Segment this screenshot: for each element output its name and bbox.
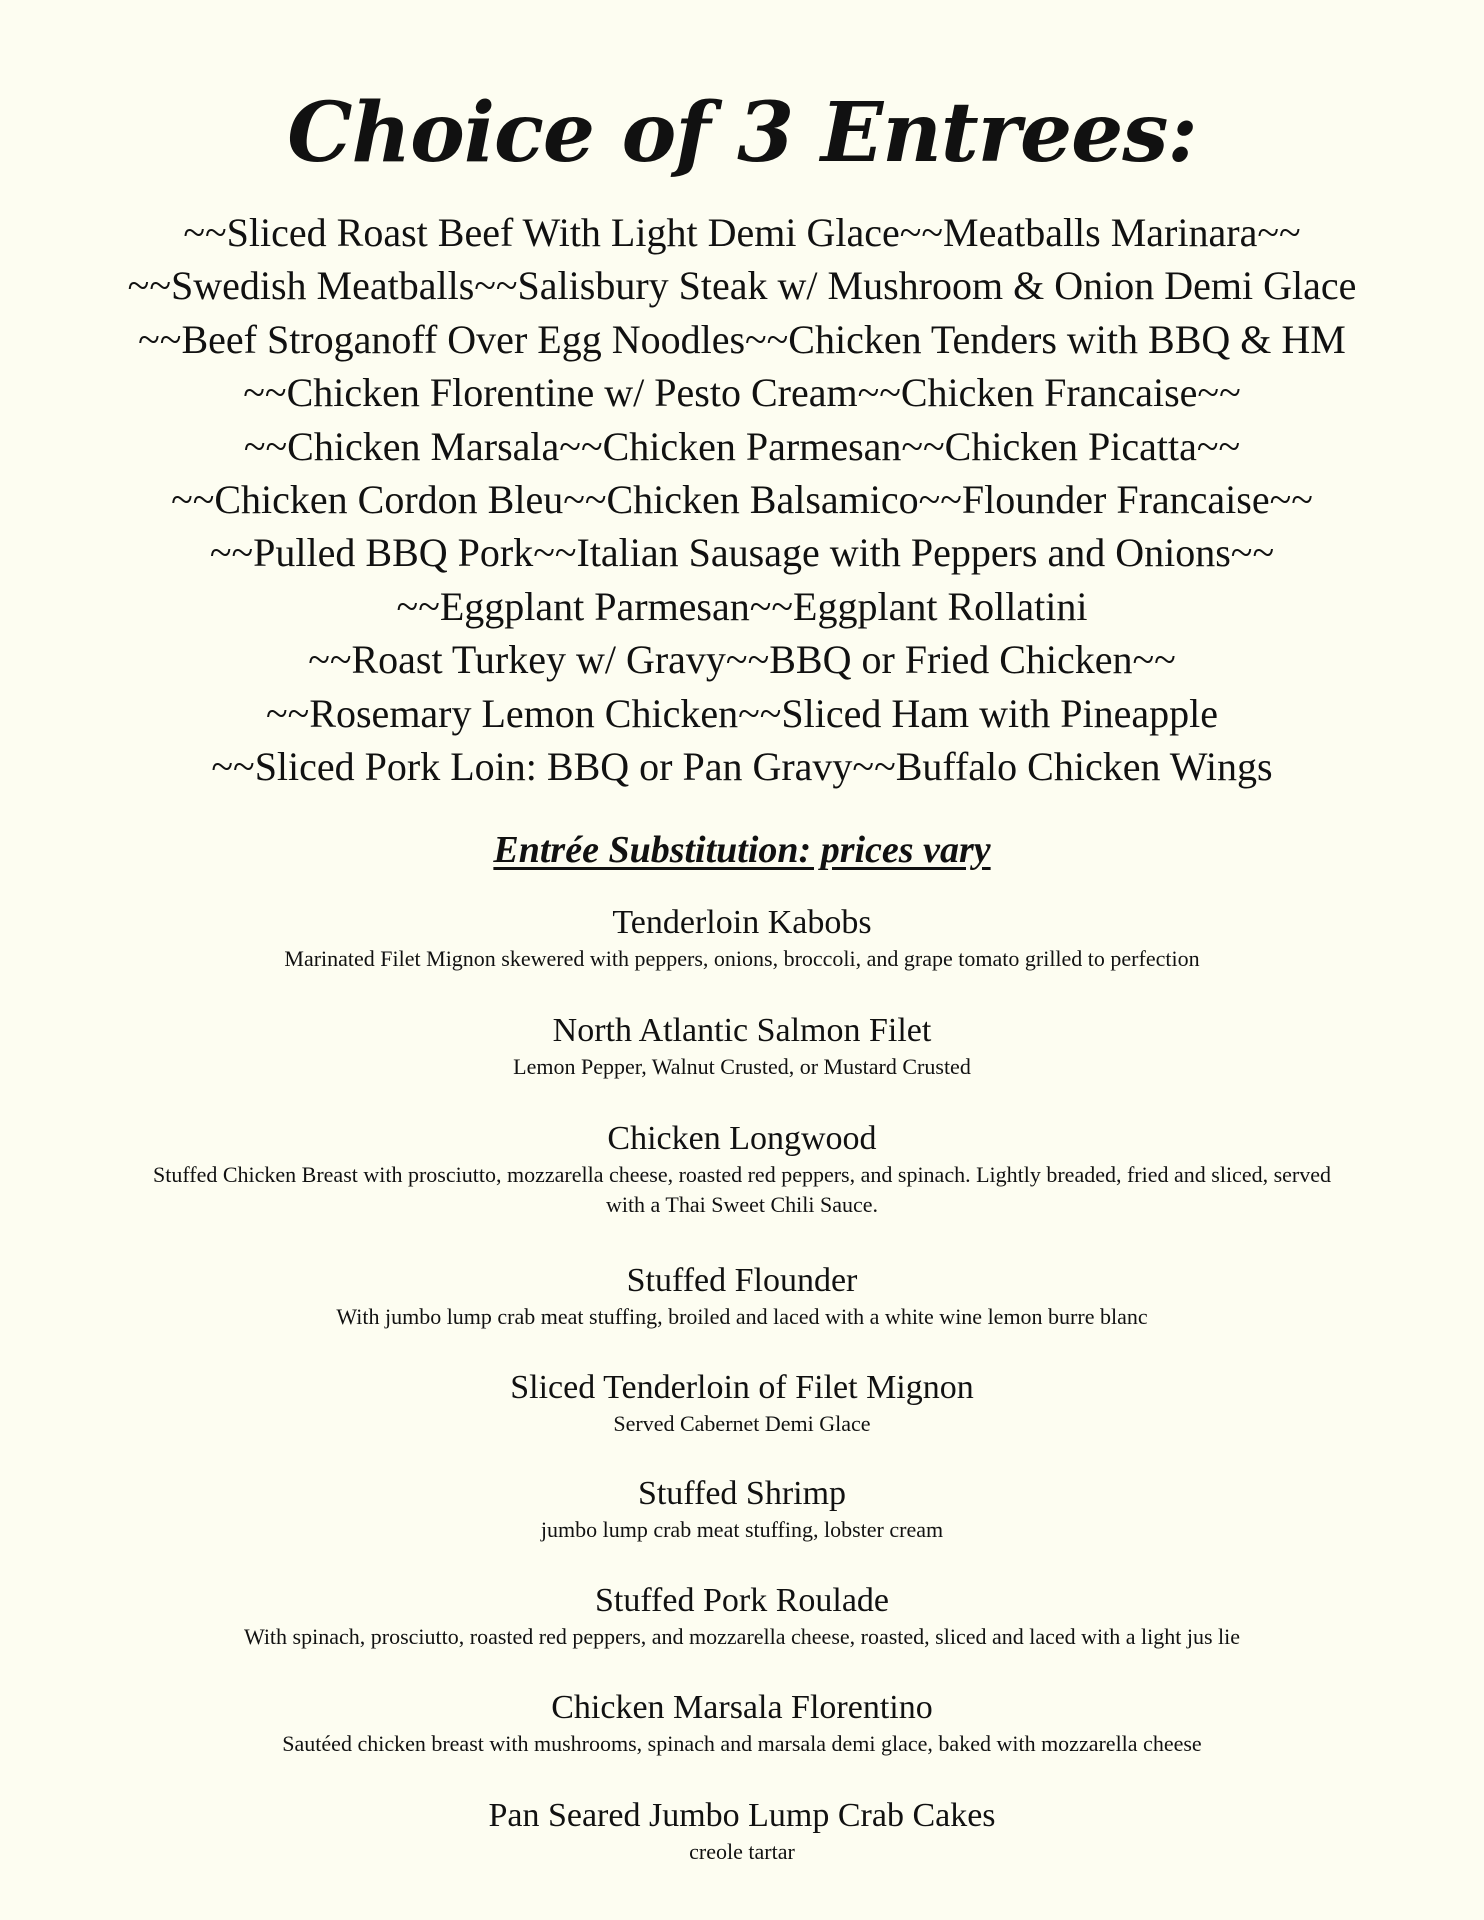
substitution-heading: Entrée Substitution: prices vary [493, 829, 991, 871]
entree-list [0, 206, 1484, 793]
entree-line: ~~Chicken Florentine w/ Pesto Cream~~Chicken Francaise~~ [243, 370, 1241, 416]
dish-description: Sautéed chicken breast with mushrooms, spinach and marsala demi glace, baked with mozzarella cheese [282, 1731, 1202, 1756]
entree-line: ~~Roast Turkey w/ Gravy~~BBQ or Fried Chicken~~ [308, 637, 1176, 683]
entree-line: ~~Eggplant Parmesan~~Eggplant Rollatini [396, 583, 1088, 629]
entree-line: ~~Beef Stroganoff Over Egg Noodles~~Chicken Tenders with BBQ & HM [138, 316, 1346, 362]
entree-line: ~~Swedish Meatballs~~Salisbury Steak w/ Mushroom & Onion Demi Glace [127, 263, 1357, 309]
substitution-item [0, 1687, 1484, 1759]
entree-line: ~~Chicken Cordon Bleu~~Chicken Balsamico~~Flounder Francaise~~ [171, 476, 1313, 522]
dish-description: Stuffed Chicken Breast with prosciutto, mozzarella cheese, roasted red peppers, and spinach. Lightly breaded, fried and sliced, served with a Thai Sweet Chili Sauce. [152, 1162, 1332, 1217]
page-title: Choice of 3 Entrees: [287, 85, 1197, 181]
dish-name: Pan Seared Jumbo Lump Crab Cakes [488, 1797, 996, 1834]
dish-description: creole tartar [689, 1839, 795, 1864]
dish-description: Served Cabernet Demi Glace [613, 1411, 871, 1436]
dish-description: With spinach, prosciutto, roasted red peppers, and mozzarella cheese, roasted, sliced and laced with a light jus lie [243, 1624, 1241, 1649]
dish-name: Chicken Longwood [607, 1120, 877, 1157]
entree-line: ~~Sliced Pork Loin: BBQ or Pan Gravy~~Buffalo Chicken Wings [211, 743, 1273, 789]
entree-line: ~~Sliced Roast Beef With Light Demi Glace~~Meatballs Marinara~~ [183, 210, 1301, 255]
substitution-item [0, 1580, 1484, 1652]
dish-description: jumbo lump crab meat stuffing, lobster cream [540, 1517, 944, 1542]
dish-description: Marinated Filet Mignon skewered with peppers, onions, broccoli, and grape tomato grilled to perfection [284, 946, 1200, 971]
entree-line: ~~Rosemary Lemon Chicken~~Sliced Ham with Pineapple [266, 690, 1218, 736]
substitution-item [0, 1260, 1484, 1332]
substitution-item [0, 902, 1484, 974]
dish-name: Stuffed Shrimp [637, 1475, 847, 1512]
dish-name: North Atlantic Salmon Filet [552, 1012, 932, 1049]
entree-line: ~~Pulled BBQ Pork~~Italian Sausage with Peppers and Onions~~ [209, 530, 1275, 576]
dish-name: Chicken Marsala Florentino [551, 1689, 933, 1726]
substitution-item [0, 1118, 1484, 1220]
dish-name: Stuffed Flounder [626, 1262, 858, 1299]
substitution-item [0, 1010, 1484, 1082]
substitution-item [0, 1367, 1484, 1439]
dish-name: Tenderloin Kabobs [612, 904, 872, 941]
dish-description: Lemon Pepper, Walnut Crusted, or Mustard Crusted [513, 1054, 971, 1079]
entree-line: ~~Chicken Marsala~~Chicken Parmesan~~Chicken Picatta~~ [243, 423, 1241, 469]
dish-description: With jumbo lump crab meat stuffing, broiled and laced with a white wine lemon burre blanc [336, 1304, 1148, 1329]
dish-name: Sliced Tenderloin of Filet Mignon [510, 1369, 974, 1406]
substitution-item [0, 1795, 1484, 1867]
dish-name: Stuffed Pork Roulade [594, 1582, 889, 1619]
substitution-item [0, 1473, 1484, 1545]
